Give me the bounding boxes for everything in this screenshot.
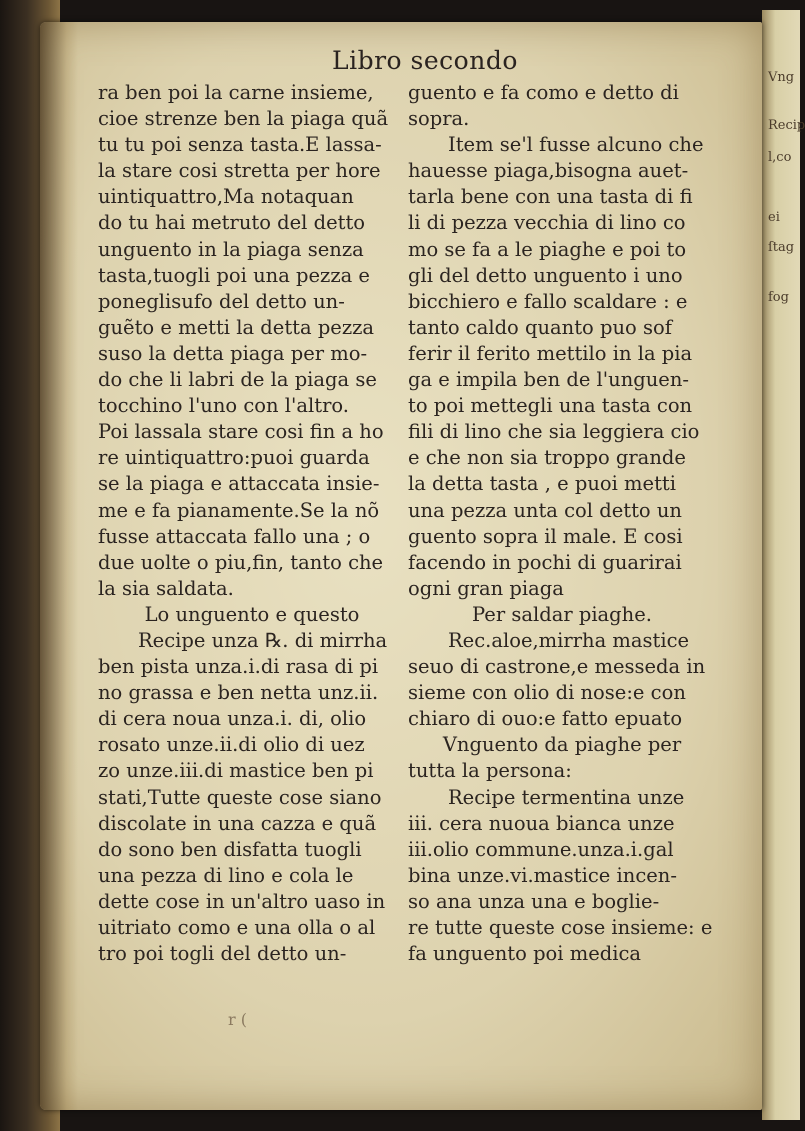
text-line: so ana unza una e boglie- [408,889,660,913]
text-line: do che li labri de la piaga se [98,368,377,392]
text-line: Per saldar piaghe. [472,602,652,626]
text-line: do sono ben disfatta tuogli [98,837,362,861]
right-text-column [408,80,716,967]
text-line: mo se fa a le piaghe e poi to [408,237,687,261]
text-line: la detta tasta , e puoi metti [408,472,677,496]
text-line: bicchiero e fallo scaldare : e [408,289,688,313]
text-line: guẽto e metti la detta pezza [98,315,375,339]
text-line: la sia saldata. [98,576,234,600]
text-line: guento sopra il male. E cosi [408,524,683,548]
text-line: re tutte queste cose insieme: e [408,916,713,939]
next-page-fragment: ſtag [768,240,795,255]
text-line: sopra. [408,107,470,131]
text-line: me e fa pianamente.Se la nõ [98,498,380,522]
next-page-fragment: l,co [768,150,792,165]
text-line: zo unze.iii.di mastice ben pi [98,759,374,783]
next-page-fragment: ei [768,210,780,225]
text-line: e che non sia troppo grande [408,446,686,470]
text-line: cioe strenze ben la piaga quã [98,107,389,131]
text-line: tu tu poi senza tasta.E lassa- [98,133,382,157]
text-line: re uintiquattro:puoi guarda [98,446,370,470]
text-line: se la piaga e attaccata insie- [98,472,380,496]
left-text-column [98,80,406,967]
text-line: bina unze.vi.mastice incen- [408,863,677,887]
text-line: due uolte o piu,fin, tanto che [98,550,384,574]
text-line: ga e impila ben de l'unguen- [408,368,689,392]
text-line: uitriato como e una olla o al [98,916,376,939]
text-line: Lo unguento e questo [144,602,360,626]
text-line: facendo in pochi di guarirai [408,550,682,574]
text-line: ferir il ferito mettilo in la pia [408,341,693,365]
text-line: guento e fa como e detto di [408,81,679,104]
text-line: di cera noua unza.i. di, olio [98,707,367,731]
running-head: Libro secondo [332,46,518,75]
text-line: stati,Tutte queste cose siano [98,785,382,809]
text-line: dette cose in un'altro uaso in [98,889,386,913]
text-line: iii.olio commune.unza.i.gal [408,837,674,861]
next-page-fragment: Recip [768,118,805,133]
text-line: sieme con olio di nose:e con [408,681,686,705]
text-line: to poi mettegli una tasta con [408,394,693,418]
text-line: fili di lino che sia leggiera cio [408,420,700,444]
text-line: Vnguento da piaghe per [442,733,682,757]
text-line: ra ben poi la carne insieme, [98,81,374,104]
next-page-fragment: Vng [768,70,795,85]
text-line: una pezza di lino e cola le [98,863,354,887]
text-line: rosato unze.ii.di olio di uez [98,733,365,757]
next-page-fragment: fog [768,290,789,305]
text-line: chiaro di ouo:e fatto epuato [408,707,683,731]
text-line: li di pezza vecchia di lino co [408,211,686,235]
text-line: Recipe termentina unze [448,785,685,809]
page-gutter-shadow [40,22,78,1110]
text-line: do tu hai metruto del detto [98,211,366,235]
margin-mark: r ( [228,1010,247,1029]
text-line: iii. cera nuoua bianca unze [408,811,675,835]
text-line: ogni gran piaga [408,576,564,600]
text-line: tasta,tuogli poi una pezza e [98,263,370,287]
text-line: la stare cosi stretta per hore [98,159,381,183]
text-line: Rec.aloe,mirrha mastice [448,628,690,652]
text-line: tarla bene con una tasta di fi [408,185,693,209]
text-line: tanto caldo quanto puo sof [408,315,672,339]
text-line: discolate in una cazza e quã [98,811,377,835]
text-line: tocchino l'uno con l'altro. [98,394,349,418]
text-line: fusse attaccata fallo una ; o [98,524,371,548]
text-line: seuo di castrone,e messeda in [408,655,706,679]
text-line: no grassa e ben netta unz.ii. [98,681,379,705]
next-page-edge [762,10,805,1120]
text-line: Poi lassala stare cosi fin a ho [98,420,384,444]
text-line: tutta la persona: [408,759,572,783]
text-line: una pezza unta col detto un [408,498,682,522]
text-line: poneglisufo del detto un- [98,289,345,313]
text-line: suso la detta piaga per mo- [98,341,368,365]
text-line: Recipe unza ℞. di mirrha [138,628,388,652]
text-line: gli del detto unguento i uno [408,263,683,287]
text-line: uintiquattro,Ma notaquan [98,185,354,209]
text-line: hauesse piaga,bisogna auet- [408,159,689,183]
text-line: unguento in la piaga senza [98,237,364,261]
text-line: tro poi togli del detto un- [98,942,347,966]
text-line: fa unguento poi medica [408,942,642,966]
text-line: Item se'l fusse alcuno che [448,133,704,157]
text-line: ben pista unza.i.di rasa di pi [98,655,379,679]
